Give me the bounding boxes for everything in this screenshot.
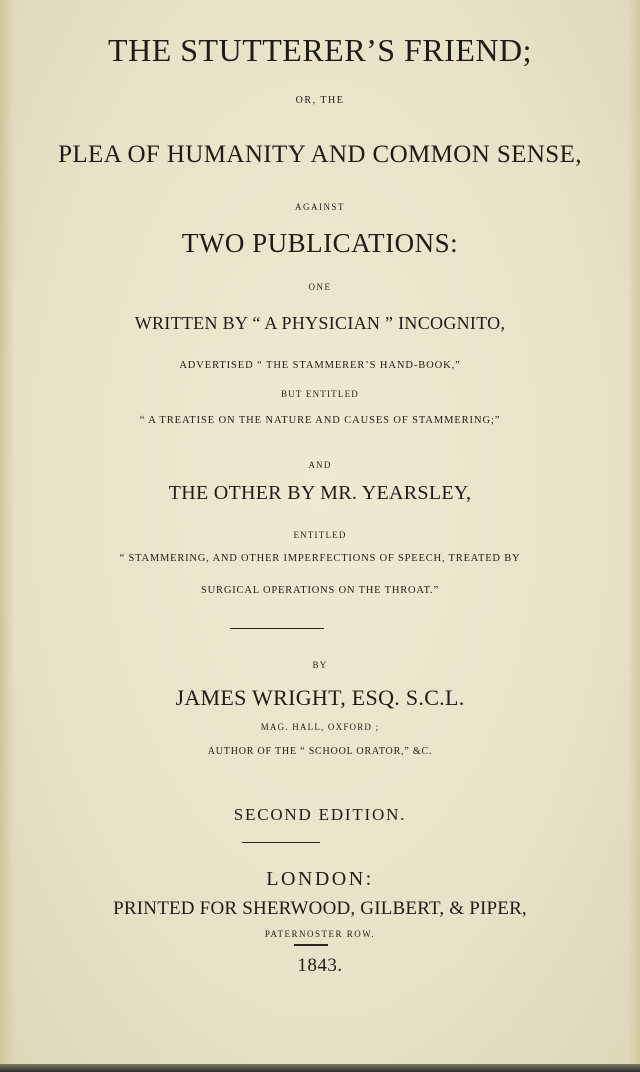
against-text: AGAINST — [295, 202, 345, 212]
edition-statement: SECOND EDITION. — [233, 805, 407, 824]
author-of-line: AUTHOR OF THE “ SCHOOL ORATOR,” &C. — [207, 746, 433, 757]
author-affiliation: MAG. HALL, OXFORD ; — [260, 722, 380, 732]
two-publications-heading: TWO PUBLICATIONS: — [181, 228, 459, 258]
but-entitled-text: BUT ENTITLED — [281, 389, 359, 399]
stammering-title-line-2: SURGICAL OPERATIONS ON THE THROAT.” — [201, 585, 439, 596]
divider-rule-1 — [230, 628, 324, 629]
page-bottom-edge — [0, 1064, 640, 1072]
subtitle: PLEA OF HUMANITY AND COMMON SENSE, — [58, 141, 582, 168]
imprint-city: LONDON: — [266, 868, 374, 890]
treatise-title-line: “ A TREATISE ON THE NATURE AND CAUSES OF STAMMERING;” — [139, 415, 501, 426]
other-by-line: THE OTHER BY MR. YEARSLEY, — [168, 482, 472, 504]
and-text: AND — [308, 460, 332, 470]
publication-year: 1843. — [297, 955, 343, 976]
imprint-street: PATERNOSTER ROW. — [264, 929, 376, 939]
divider-rule-3 — [294, 944, 328, 946]
written-by-line: WRITTEN BY “ A PHYSICIAN ” INCOGNITO, — [134, 313, 506, 333]
entitled-text: ENTITLED — [293, 530, 347, 540]
by-text: BY — [312, 660, 328, 670]
imprint-printer: PRINTED FOR SHERWOOD, GILBERT, & PIPER, — [113, 898, 527, 919]
divider-rule-2 — [242, 842, 320, 843]
or-the-text: OR, THE — [295, 95, 345, 106]
author-name: JAMES WRIGHT, ESQ. S.C.L. — [175, 685, 465, 710]
stammering-title-line-1: “ STAMMERING, AND OTHER IMPERFECTIONS OF SPEECH, TREATED BY — [119, 553, 521, 564]
one-text: ONE — [308, 282, 332, 292]
main-title: THE STUTTERER’S FRIEND; — [108, 32, 532, 68]
advertised-line: ADVERTISED “ THE STAMMERER’S HAND-BOOK,” — [179, 360, 461, 371]
